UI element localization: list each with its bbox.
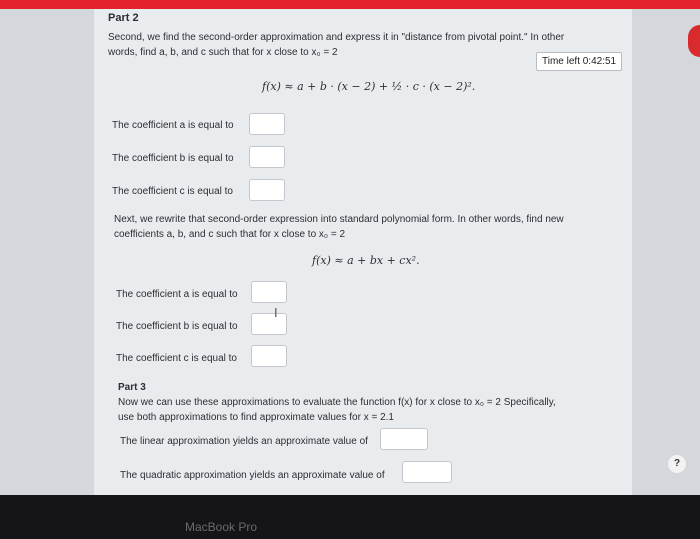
- part3-title: Part 3: [118, 382, 146, 393]
- coef-b-input[interactable]: [249, 146, 285, 168]
- label-coef-b: The coefficient b is equal to: [112, 153, 234, 164]
- label2-coef-b: The coefficient b is equal to: [116, 321, 238, 332]
- laptop-bezel: [0, 495, 700, 539]
- part2-intro-line1: Second, we find the second-order approximation and express it in "distance from pivotal point." In other: [108, 32, 565, 43]
- part3-line2: use both approximations to find approximate values for x = 2.1: [118, 412, 394, 423]
- rewrite-line2: coefficients a, b, and c such that for x close to x₀ = 2: [114, 229, 346, 240]
- linear-approx-label: The linear approximation yields an approximate value of: [120, 436, 368, 447]
- coef2-b-input[interactable]: [251, 313, 287, 335]
- coef2-a-input[interactable]: [251, 281, 287, 303]
- help-button[interactable]: ?: [668, 455, 686, 473]
- coef2-c-input[interactable]: [251, 345, 287, 367]
- formula-standard-form: f(x) ≈ a + bx + cx².: [312, 254, 420, 267]
- part2-intro-line2: words, find a, b, and c such that for x close to x₀ = 2: [108, 47, 338, 58]
- part3-line1: Now we can use these approximations to evaluate the function f(x) for x close to x₀ = 2 Specifically,: [118, 397, 556, 408]
- coef-c-input[interactable]: [249, 179, 285, 201]
- text-cursor-icon: I: [274, 305, 278, 320]
- label2-coef-a: The coefficient a is equal to: [116, 289, 238, 300]
- quadratic-approx-input[interactable]: [402, 461, 452, 483]
- time-left-badge: Time left 0:42:51: [536, 52, 622, 71]
- rewrite-line1: Next, we rewrite that second-order expression into standard polynomial form. In other words, find new: [114, 214, 564, 225]
- part2-title: Part 2: [108, 12, 139, 24]
- label-coef-c: The coefficient c is equal to: [112, 186, 233, 197]
- label-coef-a: The coefficient a is equal to: [112, 120, 234, 131]
- macbook-label: MacBook Pro: [185, 520, 258, 534]
- quadratic-approx-label: The quadratic approximation yields an approximate value of: [120, 470, 385, 481]
- label2-coef-c: The coefficient c is equal to: [116, 353, 237, 364]
- top-red-bar: [0, 0, 700, 9]
- formula-distance-form: f(x) ≈ a + b · (x − 2) + ½ · c · (x − 2)².: [262, 80, 476, 93]
- coef-a-input[interactable]: [249, 113, 285, 135]
- linear-approx-input[interactable]: [380, 428, 428, 450]
- side-tab[interactable]: [688, 25, 700, 57]
